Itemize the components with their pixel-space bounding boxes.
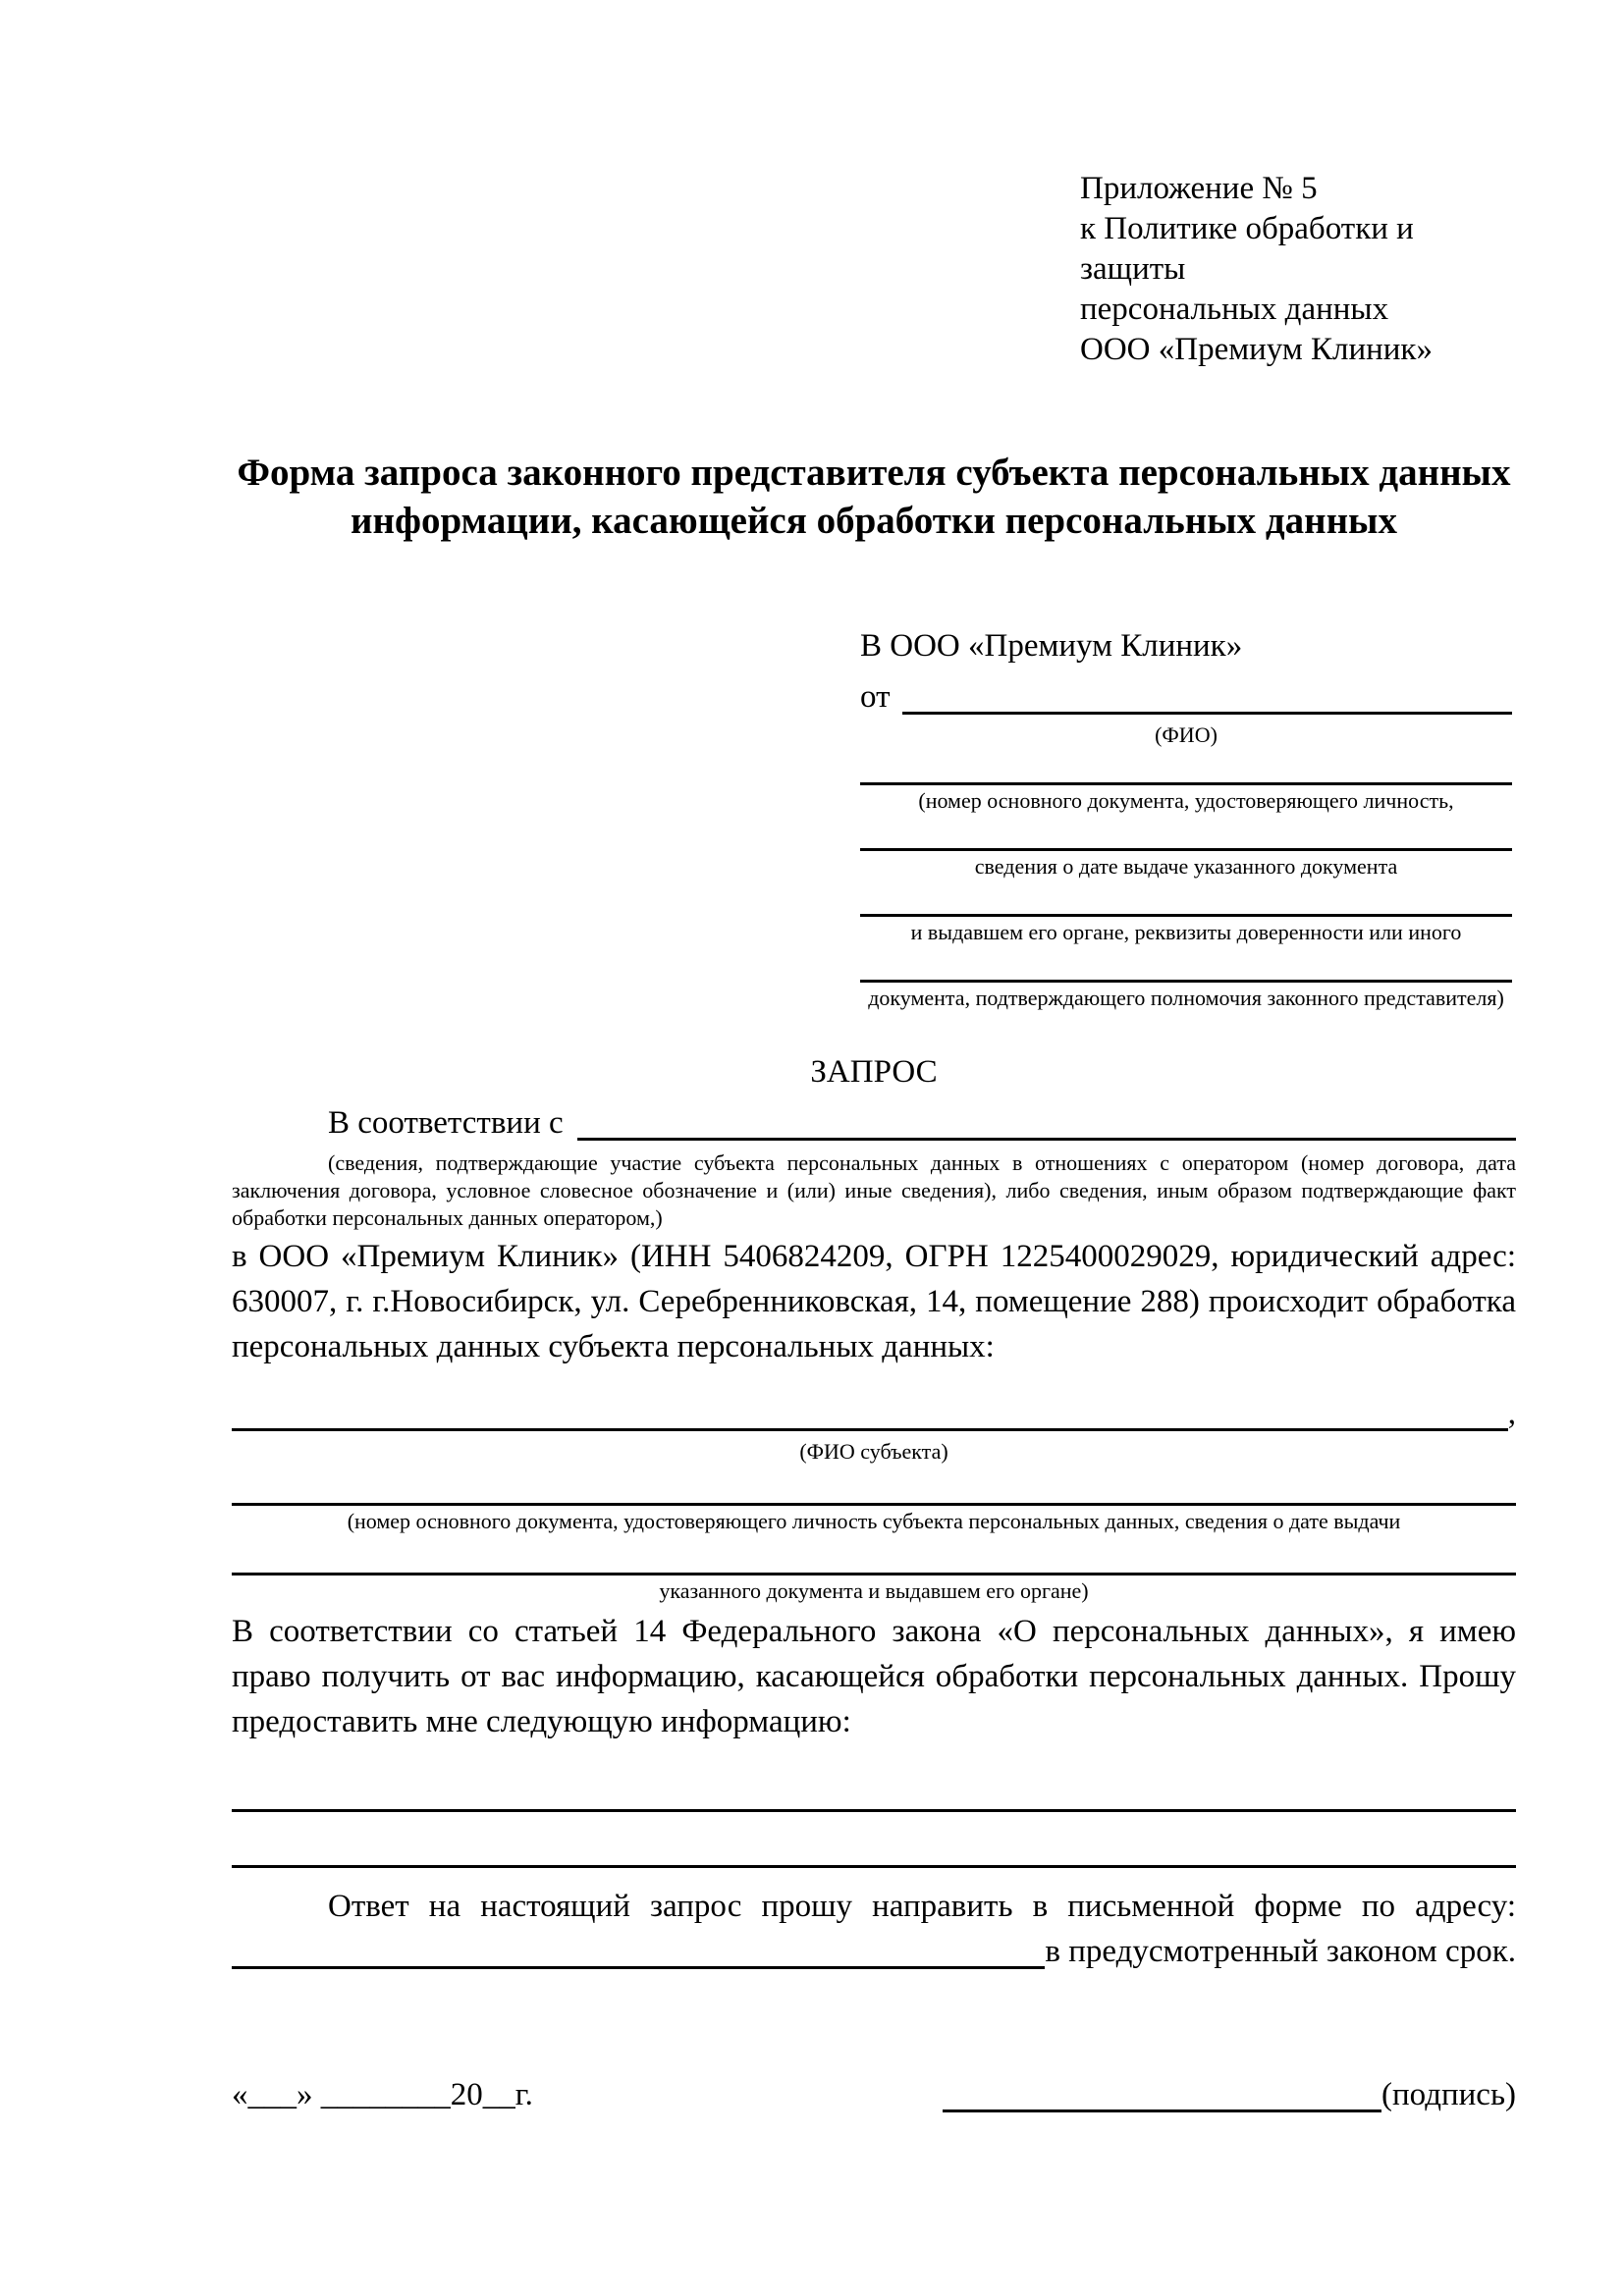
representative-doc-group-3 [860, 914, 1512, 946]
signature-row [232, 2072, 1516, 2117]
request-heading: ЗАПРОС [810, 1054, 938, 1090]
subject-doc-group-2 [232, 1573, 1516, 1605]
from-row [860, 676, 1512, 720]
representative-doc-fill-line-2 [860, 848, 1512, 851]
reply-address-fill-line [232, 1966, 1045, 1969]
representative-fio-fill-line [902, 712, 1513, 715]
addressee-block [860, 623, 1512, 1012]
document-title-line2: информации, касающейся обработки персональных данных [351, 500, 1397, 542]
addressee-to: В ООО «Премиум Клиник» [860, 628, 1243, 664]
representative-doc-fill-line-1 [860, 782, 1512, 785]
signature-fill-line [943, 2109, 1381, 2112]
representative-doc-group-2 [860, 848, 1512, 881]
representative-doc-caption-4: документа, подтверждающего полномочия законного представителя) [868, 986, 1504, 1010]
representative-fio-caption: (ФИО) [1155, 722, 1218, 747]
intro-fill-line [577, 1138, 1516, 1141]
representative-doc-caption-2: сведения о дате выдаче указанного документа [974, 854, 1398, 879]
subject-doc-fill-line-1 [232, 1503, 1516, 1506]
law-paragraph: В соответствии со статьей 14 Федерального закона «О персональных данных», я имею право получить от вас информацию, касающейся обработки персональных данных. Прошу предоставить мне следующую информацию: [232, 1614, 1516, 1739]
subject-fio-trailing-comma: , [1507, 1396, 1516, 1431]
info-fill-line-1 [232, 1809, 1516, 1812]
representative-doc-caption-3: и выдавшем его органе, реквизиты доверенности или иного [910, 920, 1462, 944]
appendix-company-name: ООО «Премиум Клиник» [1080, 332, 1433, 367]
subject-doc-fill-line-2 [232, 1573, 1516, 1575]
subject-fio-row [232, 1393, 1516, 1436]
appendix-policy-line2: персональных данных [1080, 292, 1389, 327]
subject-doc-group-1 [232, 1503, 1516, 1535]
document-title-line1: Форма запроса законного представителя субъекта персональных данных [237, 452, 1511, 494]
intro-row [232, 1100, 1516, 1146]
intro-prefix: В соответствии с [328, 1105, 564, 1141]
date-blank: «___» ________20__г. [232, 2077, 533, 2112]
reply-address-row [232, 1929, 1516, 1974]
subject-doc-caption-2: указанного документа и выдавшем его органе) [659, 1578, 1089, 1603]
reply-deadline-text: в предусмотренный законом срок. [1045, 1934, 1516, 1969]
reply-paragraph: Ответ на настоящий запрос прошу направить в письменной форме по адресу: [328, 1889, 1516, 1924]
info-fill-line-2 [232, 1865, 1516, 1868]
operator-paragraph: в ООО «Премиум Клиник» (ИНН 5406824209, ОГРН 1225400029029, юридический адрес: 630007, г. г.Новосибирск, ул. Серебренниковская, 14, помещение 288) происходит обработка персональных данных субъекта персональных данных: [232, 1239, 1516, 1364]
appendix-header [1080, 169, 1516, 370]
appendix-policy-line1: к Политике обработки и защиты [1080, 211, 1414, 287]
subject-fio-caption: (ФИО субъекта) [799, 1439, 948, 1464]
representative-doc-caption-1: (номер основного документа, удостоверяющего личность, [918, 788, 1454, 813]
appendix-number: Приложение № 5 [1080, 171, 1318, 206]
subject-fio-fill-line [232, 1428, 1508, 1431]
intro-caption: (сведения, подтверждающие участие субъекта персональных данных в отношениях с оператором (номер договора, дата заключения договора, условное словесное обозначение и (или) иные сведения), либо сведения, иным образом подтверждающие факт обработки персональных данных оператором,) [232, 1150, 1516, 1230]
subject-doc-caption-1: (номер основного документа, удостоверяющего личность субъекта персональных данных, сведения о дате выдачи [347, 1509, 1401, 1533]
representative-doc-group-4 [860, 980, 1512, 1012]
representative-doc-group-1 [860, 782, 1512, 815]
representative-doc-fill-line-4 [860, 980, 1512, 983]
signature-caption: (подпись) [1381, 2077, 1516, 2112]
from-label: от [860, 679, 891, 715]
signature-area [943, 2072, 1516, 2117]
representative-doc-fill-line-3 [860, 914, 1512, 917]
document-title [232, 449, 1516, 545]
